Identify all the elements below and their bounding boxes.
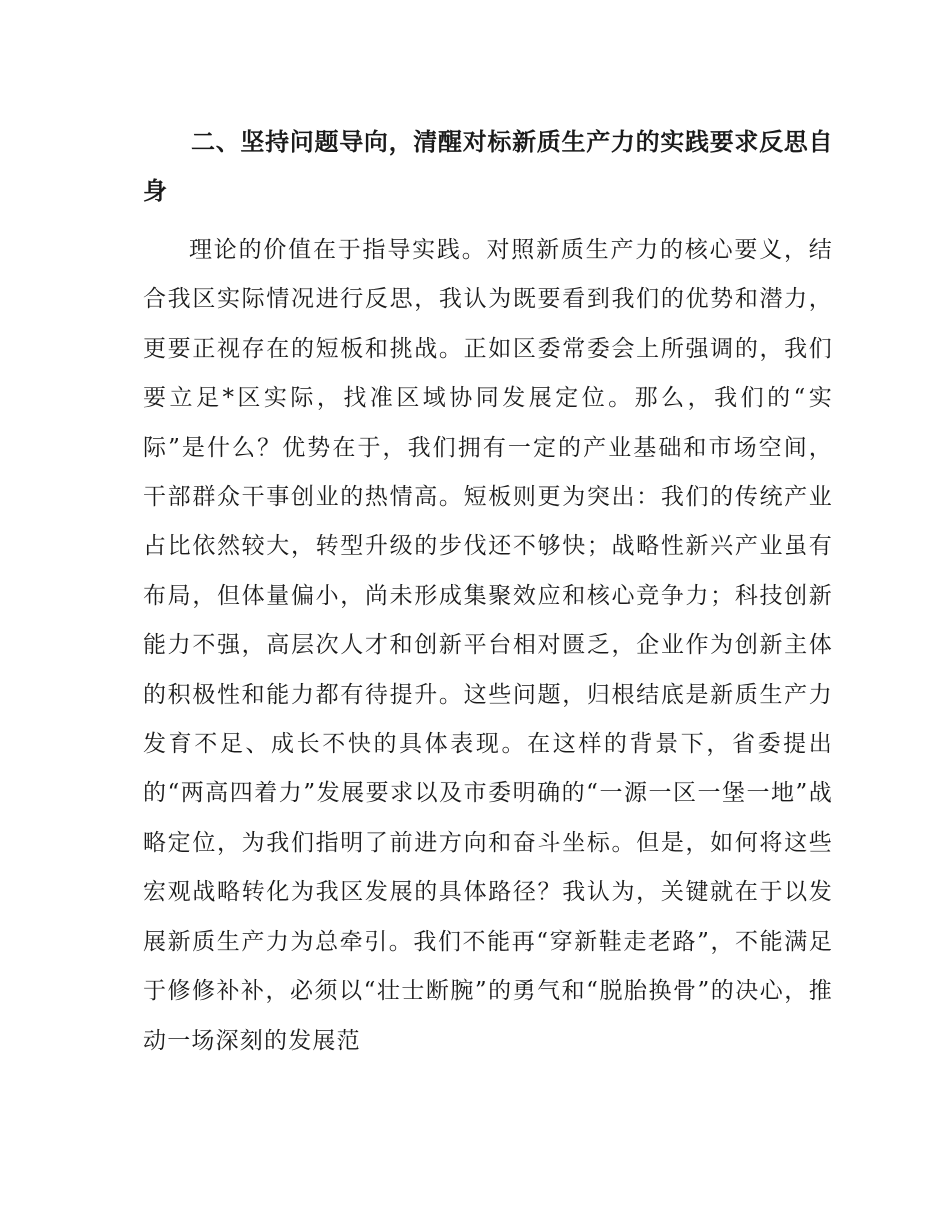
document-page: [143, 118, 833, 1066]
section-heading: 二、坚持问题导向，清醒对标新质生产力的实践要求反思自身: [143, 128, 833, 205]
body-paragraph: 理论的价值在于指导实践。对照新质生产力的核心要义，结合我区实际情况进行反思，我认为既要看到我们的优势和潜力，更要正视存在的短板和挑战。正如区委常委会上所强调的，我们要立足*区实际，找准区域协同发展定位。那么，我们的“实际”是什么？优势在于，我们拥有一定的产业基础和市场空间，干部群众干事创业的热情高。短板则更为突出：我们的传统产业占比依然较大，转型升级的步伐还不够快；战略性新兴产业虽有布局，但体量偏小，尚未形成集聚效应和核心竞争力；科技创新能力不强，高层次人才和创新平台相对匮乏，企业作为创新主体的积极性和能力都有待提升。这些问题，归根结底是新质生产力发育不足、成长不快的具体表现。在这样的背景下，省委提出的“两高四着力”发展要求以及市委明确的“一源一区一堡一地”战略定位，为我们指明了前进方向和奋斗坐标。但是，如何将这些宏观战略转化为我区发展的具体路径？我认为，关键就在于以发展新质生产力为总牵引。我们不能再“穿新鞋走老路”，不能满足于修修补补，必须以“壮士断腕”的勇气和“脱胎换骨”的决心，推动一场深刻的发展范: [143, 237, 833, 1054]
